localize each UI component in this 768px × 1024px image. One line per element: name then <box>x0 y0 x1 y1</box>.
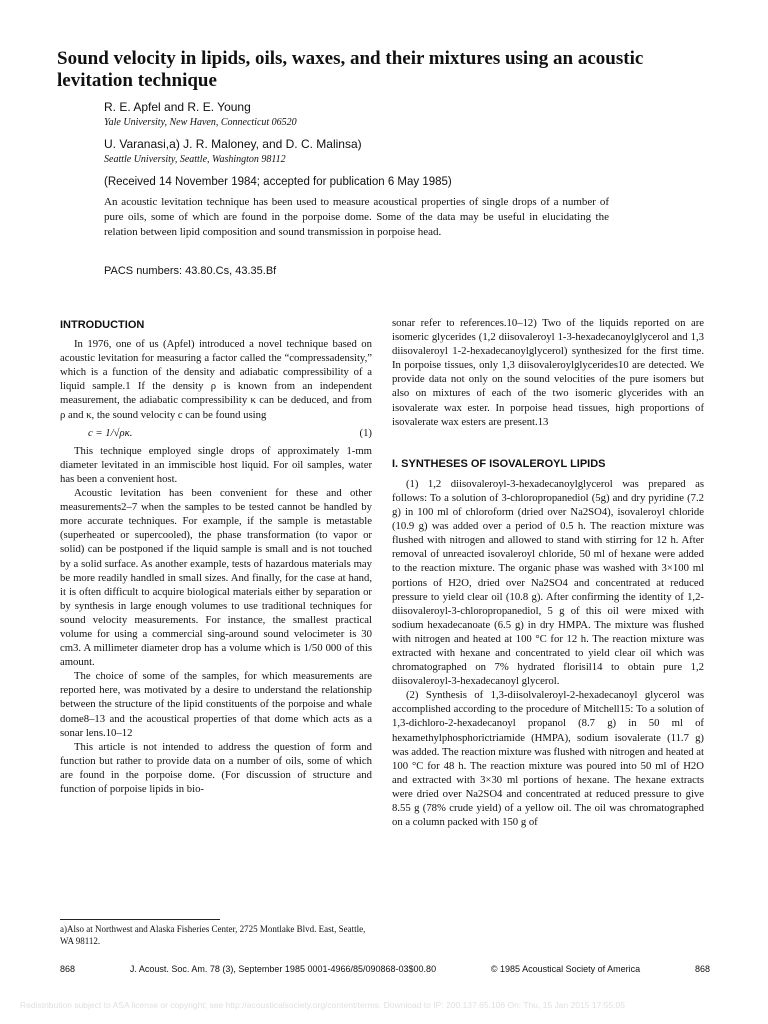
paragraph: sonar refer to references.10–12) Two of the liquids reported on are isomeric glycerides (1,2 diisovaleroyl 1-3-hexadecanoylglycerol and 1,3 diisovaleroyl 1-2-hexadecanoylglycerol) synthesized for the first time. In porpoise tissues, only 1,3 diisovaleroylglycerides10 are detected. We provide data not only on the sound velocities of the pure isomers but also on mixtures of each of the two isomeric glycerides with an isovalerate wax ester. In porpoise head tissues, high proportions of isovalerate wax esters are present.13 <box>392 317 704 428</box>
footnote-rule <box>60 919 220 920</box>
author-names: R. E. Apfel and R. E. Young <box>104 100 251 114</box>
paragraph: (2) Synthesis of 1,3-diisolvaleroyl-2-hexadecanoyl glycerol was accomplished according to the procedure of Mitchell15: To a solution of 1,3-dichloro-2-hexadecanoyl propanol (8.7 g) in 50 ml of hexamethylphosphorictriamide (HMPA), sodium isovalerate (11.7 g) was added. The reaction mixture was flushed with nitrogen and heated at 100 °C for 48 h. The reaction mixture was poured into 50 ml of H2O and extracted with 3×30 ml portions of hexane. The hexane extracts were dried over Na2SO4 and concentrated at reduced pressure to give 8.55 g (78% crude yield) of a yellow oil. The oil was chromatographed on a column packed with 150 g of <box>392 689 705 829</box>
section-heading: I. SYNTHESES OF ISOVALEROYL LIPIDS <box>392 457 606 470</box>
equation <box>60 426 372 440</box>
page-footer <box>60 964 710 974</box>
author-block-1 <box>104 100 664 130</box>
author-affiliation: Yale University, New Haven, Connecticut 06520 <box>104 117 297 128</box>
footnote: a)Also at Northwest and Alaska Fisheries Center, 2725 Montlake Blvd. East, Seattle, WA 98112. <box>60 924 366 946</box>
equation-number: (1) <box>359 426 372 439</box>
article-title: Sound velocity in lipids, oils, waxes, and their mixtures using an acoustic levitation technique <box>57 48 644 91</box>
copyright: © 1985 Acoustical Society of America <box>490 964 641 974</box>
section-heading: INTRODUCTION <box>60 319 145 331</box>
paragraph: In 1976, one of us (Apfel) introduced a novel technique based on acoustic levitation for measuring a factor called the “compressadensity,” which is a function of the density and adiabatic compressibility of a liquid sample.1 If the density ρ is known from an independent measurement, the adiabatic compressibility κ can be deduced, and from ρ and κ, the sound velocity c can be found using <box>60 338 372 421</box>
paragraph: This article is not intended to address the question of form and function but rather to provide data on a number of oils, some of which are found in the porpoise dome. (For discussion of structure and function of porpoise lipids in bio- <box>60 740 372 795</box>
paragraph: This technique employed single drops of approximately 1-mm diameter levitated in an immiscible host liquid. For oil samples, water has been a convenient host. <box>60 444 372 485</box>
download-watermark: Redistribution subject to ASA license or copyright; see http://acousticalsociety.org/content/terms. Download to IP: 200.137.65.106 On: Thu, 15 Jan 2015 17:55:05 <box>20 1000 625 1010</box>
paragraph: Acoustic levitation has been convenient for these and other measurements2–7 when the samples to be tested cannot be handled by more accurate techniques. For example, if the sample is metastable (superheated or supercooled), the phase transformation (to vapor or solid) can be postponed if the liquid sample is small and is not touched by a solid surface. As another example, tests of hazardous materials may be more readily handled in small sizes. And finally, for the case at hand, it is often difficult to acquire biological materials either by separation or by synthesis in large enough volumes to use traditional techniques for sound velocity measurements. For instance, the smallest practical volume for using a commercial sing-around sound velocimeter is 30 cm3. A millimeter diameter drop has a volume which is 1/50 000 of this amount. <box>60 487 372 669</box>
received-date: (Received 14 November 1984; accepted for publication 6 May 1985) <box>104 176 452 188</box>
equation-text: c = 1/√ρκ. <box>88 426 133 439</box>
author-affiliation: Seattle University, Seattle, Washington 98112 <box>104 154 286 165</box>
page-number-left: 868 <box>60 964 76 974</box>
page-number-right: 868 <box>694 964 710 974</box>
author-block-2 <box>104 137 664 167</box>
abstract: An acoustic levitation technique has been used to measure acoustical properties of single drops of a number of pure oils, some of which are found in the porpoise dome. Some of the data may be useful in elucidating the relation between lipid composition and sound transmission in porpoise head. <box>104 196 609 239</box>
left-column <box>60 318 372 796</box>
author-names: U. Varanasi,a) J. R. Maloney, and D. C. Malinsa) <box>104 137 362 151</box>
right-column <box>392 316 704 829</box>
pacs-numbers: PACS numbers: 43.80.Cs, 43.35.Bf <box>104 265 277 277</box>
paragraph: The choice of some of the samples, for which measurements are reported here, was motivated by a desire to understand the relationship between the structure of the lipid constituents of the porpoise and whale dome8–13 and the acoustical properties of that dome which acts as a sonar lens.10–12 <box>60 670 372 739</box>
journal-citation: J. Acoust. Soc. Am. 78 (3), September 1985 0001-4966/85/090868-03$00.80 <box>129 964 437 974</box>
paragraph: (1) 1,2 diisovaleroyl-3-hexadecanoylglycerol was prepared as follows: To a solution of 3-chloropropanediol (5g) and dry pyridine (7.2 g) in 100 ml of chloroform (dried over Na2SO4), isovaleroyl chloride (10.9 g) was added over a period of 0.5 h. The reaction mixture was flushed with nitrogen and allowed to stand with stirring for 12 h. After removal of unreacted isovaleroyl chloride, 50 ml of hexane were added to the reaction mixture. The organic phase was washed with 3×100 ml portions of H2O, dried over Na2SO4 and concentrated at reduced pressure to yield clear oil (10.8 g). After confirming the identity of 1,2-diisovaleroyl-3-chloropropanediol, 5 g of this oil were mixed with sodium hexadecanoate (6.5 g) in dry HMPA. The mixture was flushed with nitrogen and heated at 100 °C for 12 h. The reaction mixture was extracted with hexane and concentrated to yield clear oil which was chromatographed on 7% hydrated florisil14 to obtain pure 1,2 diisovaleroyl-3-hexadecanoyl glycerol. <box>392 477 704 688</box>
